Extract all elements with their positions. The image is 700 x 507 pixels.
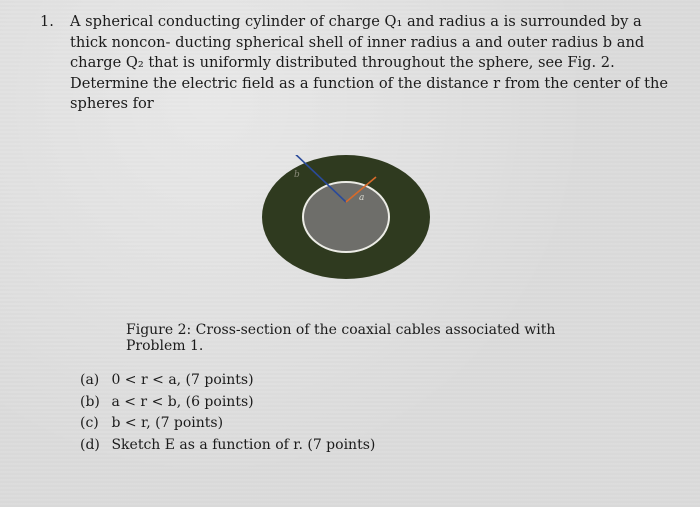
inner-sphere: [303, 182, 389, 252]
figure-caption: Figure 2: Cross-section of the coaxial cables associated with Problem 1.: [126, 322, 556, 354]
problem-number: 1.: [40, 13, 54, 30]
part-a: [80, 370, 480, 392]
problem-text: A spherical conducting cylinder of charge Q₁ and radius a is surrounded by a thick noncon- ducting spherical shell of inner radius a and outer radius b and charge Q₂ that is uniformly distributed throughout the sphere, see Fig. 2. Determine the electric field as a function of the distance r from the center of the spheres for: [70, 13, 669, 112]
inner-radius-label: a: [359, 193, 365, 203]
part-c: [80, 413, 480, 435]
part-text: b < r, (7 points): [111, 415, 224, 431]
problem-statement: [40, 12, 670, 115]
cross-section-diagram: [262, 155, 430, 280]
part-d: [80, 435, 480, 457]
part-b: [80, 392, 480, 414]
part-label: (a): [80, 372, 100, 388]
part-text: 0 < r < a, (7 points): [111, 372, 254, 388]
cross-section-figure: [262, 155, 430, 280]
part-label: (d): [80, 436, 100, 453]
part-text: a < r < b, (6 points): [111, 393, 254, 410]
part-label: (b): [80, 393, 100, 410]
part-text: Sketch E as a function of r. (7 points): [111, 436, 376, 453]
part-label: (c): [80, 415, 99, 431]
outer-radius-label: b: [294, 170, 300, 180]
sub-questions: [80, 370, 480, 456]
